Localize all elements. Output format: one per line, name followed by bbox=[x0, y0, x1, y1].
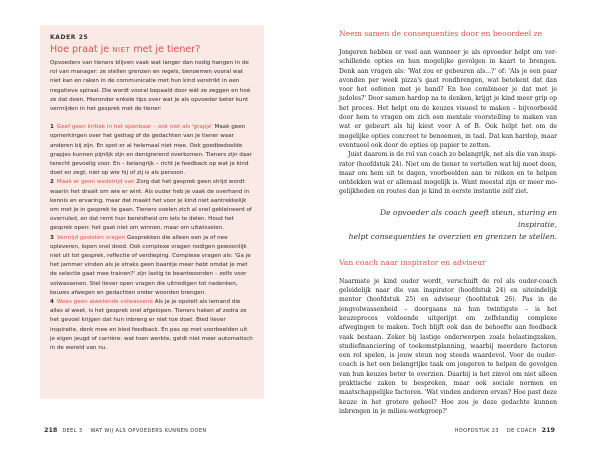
tip-number: 1 bbox=[50, 124, 54, 131]
footer-section: WAT WIJ ALS OPVOEDERS KUNNEN DOEN bbox=[90, 428, 207, 434]
tip-item bbox=[50, 178, 254, 233]
footer-chapter: HOOFDSTUK 23 bbox=[454, 428, 499, 434]
tip-item bbox=[50, 298, 254, 353]
tip-lead: Geef geen kritiek in het openbaar – ook niet als 'grapje' bbox=[56, 124, 213, 131]
pull-quote-line: helpt consequenties te overzien en grenzen te stellen. bbox=[348, 231, 557, 241]
tip-item bbox=[50, 234, 254, 298]
kader-label-number: 25 bbox=[78, 34, 89, 41]
tip-body: Gesprekken die alleen een ja of nee opleveren, lopen snel dood. Ook complexe vragen nodigen gewoonlijk niet uit tot gesprek, reflectie of verdieping. Complexe vragen als: 'Ga je het jammer vinden als je straks geen baantje meer hebt omdat je met de selectie gaat mee trainen?' zijn lastig te beantwoorden – zelfs voor volwassenen. Stel liever open vragen die uitnodigen tot nadenken, keuzes afwegen en gedachten onder woorden brengen. bbox=[50, 234, 251, 296]
kader-title bbox=[50, 43, 254, 57]
kader-label bbox=[50, 34, 254, 42]
kader-title-part1: Hoe praat je bbox=[50, 44, 113, 55]
footer-part: DEEL 3 bbox=[62, 428, 83, 434]
kader-intro: Opvoeders van tieners blijven vaak wat langer dan nodig hangen in de rol van manager: ze stellen grenzen en regels, benoemen vooral wat niet kan en raken in de communicatie met hun kind verstrikt in een negatieve spiraal. Die wordt vooral bepaald door wát ze zeggen en hoé ze dat doen. Hieronder enkele tips over wat je als opvoeder beter kunt vermijden in het gesprek met de tiener: bbox=[50, 60, 251, 113]
tip-number: 3 bbox=[50, 234, 54, 241]
page-number: 219 bbox=[541, 426, 555, 434]
kader-box bbox=[40, 25, 264, 399]
pull-quote bbox=[339, 207, 557, 243]
kader-label-prefix: KADER bbox=[50, 34, 76, 41]
tip-lead: Wees geen alwetende volwassene bbox=[56, 299, 153, 306]
right-page bbox=[300, 0, 600, 460]
tip-item bbox=[50, 123, 254, 178]
right-page-footer bbox=[455, 426, 555, 434]
kader-title-part2: met je tiener? bbox=[130, 44, 201, 55]
page-number: 218 bbox=[44, 426, 58, 434]
tip-body: Maak geen opmerkingen over het gedrag of de gedachten van je tiener waar anderen bij zijn. En spot er al helemaal niet mee. Ook goedbedoelde grapjes kunnen pijnlijk zijn en denigrerend overkomen. Tieners zijn daar terecht gevoelig voor. En – belangrijk – richt je feedback op wat je kind doet en zegt, niet op wie hij of zij is als persoon. bbox=[50, 124, 252, 177]
paragraph: Naarmate je kind ouder wordt, verschuift de rol als ouder-coach geleidelijk naar die van inspirator (hoofdstuk 24) en uiteindelijk mentor (hoofdstuk 25) en adviseur (hoofdstuk 26). Pas in de jongvolwassenheid – doorgaans ná hun twintigste – is het keuzeproces voldoende uitgerijpt om zelfstandig complexe afwegingen te maken. Toch blijft ook dan de behoefte aan feedback vaak bestaan. Zeker bij lastige onderwerpen zoals belastingzaken, studiefinanciering of toekomstplanning, waarbij meerdere factoren een rol spelen, is jouw steun nog steeds waardevol. Voor de ouder-coach is het een belangrijke taak om jongeren te helpen de gevolgen van hun keuzes beter te overzien. Daarbij is het zinvol om niet alleen praktische zaken te bespreken, maar ook sociale normen en maatschappelijke factoren. 'Wat vinden anderen ervan? Hoe past deze keuze in het grotere geheel? Hoe zou je deze gedachte kunnen inbrengen in je milieu-werkgroep?' bbox=[339, 277, 557, 415]
tip-lead: Vermijd gesloten vragen bbox=[56, 234, 126, 241]
right-page-body bbox=[339, 28, 557, 416]
paragraph: Jongeren hebben er veel aan wanneer je als opvoeder helpt om verschillende opties en hun mogelijke gevolgen in kaart te brengen. Denk aan vragen als: 'Wat zou er gebeuren als...?' of: 'Als je een paar avonden per week pizza's gaat rondbrengen, wat betekent dat dan voor het oefenen met je band? En hoe combineer je dat met je judoles?' Door samen hardop na te denken, krijgt je kind meer grip op het proces. Het helpt om de keuzes visueel te maken – bijvoorbeeld door hem te vragen om zich een mentale voorstelling te maken van wat er gebeurt als hij kiest voor A of B. Ook helpt het om de mogelijke opties concreet te benoemen, in taal. Dat kan hardop, maar eventueel ook door de opties op papier te zetten. bbox=[339, 49, 557, 149]
section-heading: Van coach naar inspirator en adviseur bbox=[339, 257, 486, 267]
tip-lead: Maak er geen wedstrijd van bbox=[56, 179, 135, 186]
footer-section: DE COACH bbox=[506, 428, 537, 434]
left-page-footer bbox=[44, 426, 207, 434]
tip-body: Zorg dat het gesprek geen strijd wordt waarin het draait om wie er wint. Als ouder heb je vaak de overhand in kennis en ervaring, maar dat maakt het voor je kind niet aantrekkelijk om met je in gesprek te gaan. Tieners voelen zich al snel gekleineerd of overruled, en dat remt hun bereidheid om iets te delen. Houd het gesprek open: het gaat niet om winnen, maar om uitwisselen. bbox=[50, 179, 252, 232]
tip-number: 2 bbox=[50, 179, 54, 186]
kader-title-emphasis: NIET bbox=[112, 46, 131, 54]
section-heading: Neem samen de consequenties door en beoordeel ze bbox=[339, 29, 543, 38]
tip-number: 4 bbox=[50, 299, 54, 306]
pull-quote-line: De opvoeder als coach geeft steun, sturing en inspiratie, bbox=[380, 207, 557, 229]
paragraph: Juist daarom is de rol van coach zo belangrijk, net als die van inspirator (hoofdstuk 24). Niet om de tiener te vertellen wat hij moet doen, maar om hem uit te dagen, voorbeelden aan te reiken en te helpen ontdekken wat er allemaal mogelijk is. Want meestal zijn er meer mogelijkheden en routes dan je kind in eerste instantie zelf ziet. bbox=[339, 151, 558, 196]
tip-body: Als je je opstelt als iemand die alles al weet, is het gesprek snel afgelopen. Tieners haken af zodra ze het gevoel krijgen dat hun inbreng er niet toe doet. Bied liever inspiratie, denk mee en bied feedback. En pas op met voorbeelden uit je eigen jeugd of carrière: wat toen werkte, geldt niet meer automatisch in de wereld van nu. bbox=[50, 299, 253, 352]
